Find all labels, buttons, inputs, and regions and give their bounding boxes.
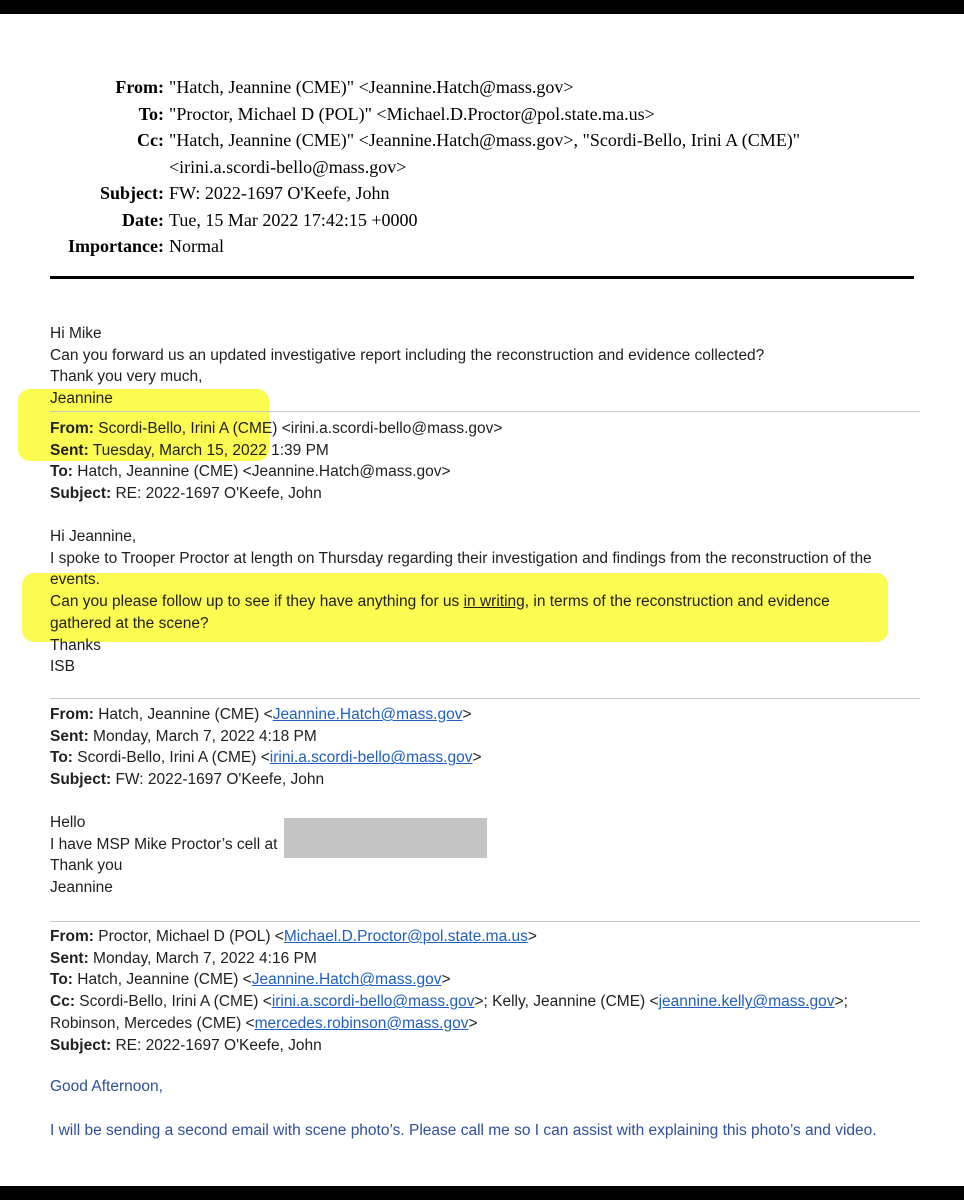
message-3-body: Hello I have MSP Mike Proctor’s cell at Thank you Jeannine [50,814,278,897]
importance-label: Importance: [68,236,164,256]
email-link[interactable]: irini.a.scordi-bello@mass.gov [271,993,475,1011]
importance-value: Normal [169,236,224,256]
date-value: Tue, 15 Mar 2022 17:42:15 +0000 [169,209,418,230]
cc-value: "Hatch, Jeannine (CME)" <Jeannine.Hatch@mass.gov>, "Scordi-Bello, Irini A (CME)" <irini.a.scordi-bello@mass.gov> [169,130,801,177]
msg2-to: Hatch, Jeannine (CME) <Jeannine.Hatch@mass.gov> [72,463,451,481]
subject-label: Subject: [100,183,164,203]
email-link[interactable]: jeannine.kelly@mass.gov [658,993,835,1011]
email-printout [0,14,964,1186]
subject-value: FW: 2022-1697 O'Keefe, John [169,183,390,203]
to-value: "Proctor, Michael D (POL)" <Michael.D.Proctor@pol.state.ma.us> [169,103,655,124]
message-4-greeting: Good Afternoon, [50,1078,163,1095]
separator-2 [50,698,920,699]
greeting: Hi Mike [50,325,102,342]
header-divider [50,276,914,279]
message-4-body: I will be sending a second email with scene photo’s. Please call me so I can assist with explaining this photo’s and video. [50,1122,877,1139]
message-1-body [50,323,930,410]
request-line: Can you forward us an updated investigative report including the reconstruction and evidence collected? [50,346,765,364]
email-link[interactable]: Michael.D.Proctor@pol.state.ma.us [283,928,528,945]
message-2-body: Hi Jeannine, I spoke to Trooper Proctor at length on Thursday regarding their investigation and findings from the reconstruction of the events. Can you please follow up to see if they have anything for us in writing, in terms of the reconstruction and evidence gathered at the scene? Thanks ISB [50,528,872,676]
message-2-header: From: Scordi-Bello, Irini A (CME) <irini.a.scordi-bello@mass.gov> Sent: Tuesday, March 15, 2022 1:39 PM To: Hatch, Jeannine (CME) <Jeannine.Hatch@mass.gov> Subject: RE: 2022-1697 O'Keefe, John [50,420,503,503]
separator-1 [50,411,920,412]
to-label: To: [138,103,164,124]
msg2-from: Scordi-Bello, Irini A (CME) <irini.a.scordi-bello@mass.gov> [93,420,503,437]
cc-label: Cc: [137,130,164,150]
email-link[interactable]: Jeannine.Hatch@mass.gov [251,971,442,989]
email-header [0,74,964,260]
separator-3 [50,921,920,922]
email-link[interactable]: irini.a.scordi-bello@mass.gov [269,749,473,767]
closing: Thank you very much, [50,368,203,386]
from-label: From: [115,77,164,97]
message-4-header: From: Proctor, Michael D (POL) <Michael.D.Proctor@pol.state.ma.us> Sent: Monday, March 7, 2022 4:16 PM To: Hatch, Jeannine (CME) <Jeannine.Hatch@mass.gov> Cc: Scordi-Bello, Irini A (CME) <irini.a.scordi-bello@mass.gov>; Kelly, Jeannine (CME) <jeannine.kelly@mass.gov>; Robinson, Mercedes (CME) <mercedes.robinson@mass.gov> Subject: RE: 2022-1697 O'Keefe, John [50,928,848,1054]
date-label: Date: [122,209,164,230]
from-value: "Hatch, Jeannine (CME)" <Jeannine.Hatch@mass.gov> [169,77,574,97]
email-link[interactable]: Jeannine.Hatch@mass.gov [272,706,463,723]
redacted-phone-number [284,818,487,858]
signature: Jeannine [50,390,113,408]
in-writing-underlined: in writing [463,593,525,611]
email-link[interactable]: mercedes.robinson@mass.gov [254,1014,469,1032]
msg2-subject: RE: 2022-1697 O'Keefe, John [111,485,322,503]
msg2-sent: Tuesday, March 15, 2022 1:39 PM [88,441,329,459]
message-3-header: From: Hatch, Jeannine (CME) <Jeannine.Hatch@mass.gov> Sent: Monday, March 7, 2022 4:18 PM To: Scordi-Bello, Irini A (CME) <irini.a.scordi-bello@mass.gov> Subject: FW: 2022-1697 O'Keefe, John [50,706,482,789]
